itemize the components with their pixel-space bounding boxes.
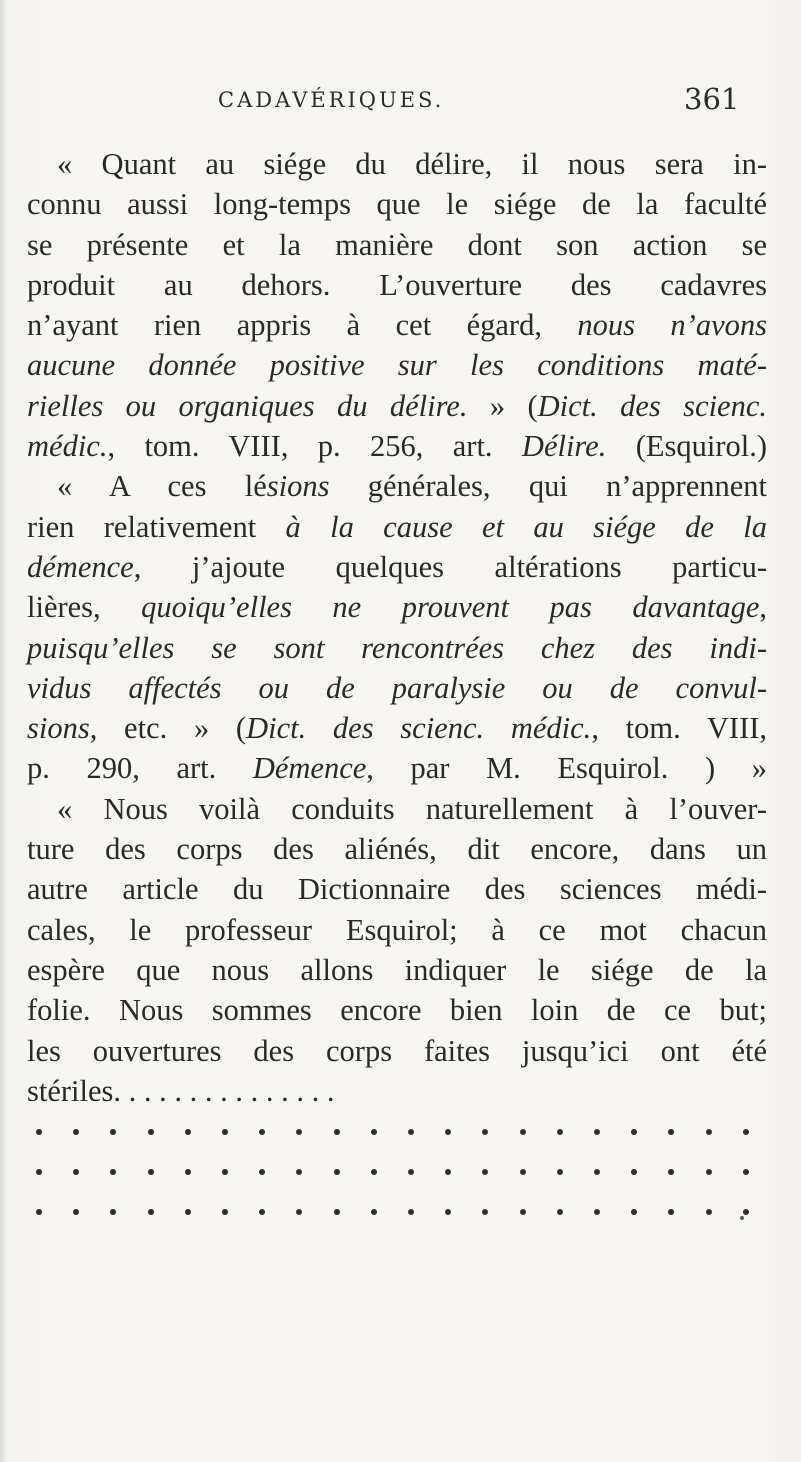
ellipsis-dot <box>445 1129 451 1135</box>
ellipsis-dot <box>148 1209 154 1215</box>
text-line: folie. Nous sommes encore bien loin de ce but; <box>27 993 767 1028</box>
ellipsis-dot <box>668 1129 674 1135</box>
ellipsis-dot <box>482 1129 488 1135</box>
ellipsis-dot <box>706 1169 712 1175</box>
ellipsis-dot <box>706 1209 712 1215</box>
ellipsis-dot <box>259 1209 265 1215</box>
text-line: « Quant au siége du délire, il nous sera in- <box>57 147 767 181</box>
ellipsis-dot <box>110 1209 116 1215</box>
ellipsis-dot <box>743 1209 749 1215</box>
dot-row <box>36 1203 776 1223</box>
ellipsis-dot <box>36 1209 42 1215</box>
ellipsis-dot <box>668 1209 674 1215</box>
ellipsis-dot <box>334 1129 340 1135</box>
running-head <box>0 82 801 122</box>
ellipsis-dot <box>185 1129 191 1135</box>
text-line: démence, j’ajoute quelques altérations particu- <box>27 549 767 584</box>
ellipsis-dot <box>371 1209 377 1215</box>
ellipsis-dot <box>482 1169 488 1175</box>
ellipsis-dot <box>520 1209 526 1215</box>
ellipsis-dot <box>743 1129 749 1135</box>
ellipsis-dot <box>185 1209 191 1215</box>
ellipsis-dot <box>73 1209 79 1215</box>
ellipsis-dot <box>110 1169 116 1175</box>
ellipsis-dot <box>408 1209 414 1215</box>
ellipsis-dot <box>296 1169 302 1175</box>
ellipsis-dot <box>631 1129 637 1135</box>
ellipsis-dot <box>222 1209 228 1215</box>
ellipsis-dot <box>259 1169 265 1175</box>
text-line: cales, le professeur Esquirol; à ce mot chacun <box>27 912 767 947</box>
running-title: CADAVÉRIQUES. <box>218 88 445 112</box>
ellipsis-dot <box>222 1169 228 1175</box>
ink-speck <box>740 1216 744 1220</box>
dot-row <box>36 1163 776 1183</box>
text-line: autre article du Dictionnaire des sciences médi- <box>27 872 767 907</box>
text-line: sions, etc. » (Dict. des scienc. médic., tom. VIII, <box>27 711 768 746</box>
ellipsis-dot <box>557 1209 563 1215</box>
text-line: lières, quoiqu’elles ne prouvent pas davantage, <box>27 590 767 625</box>
text-line: « A ces lésions générales, qui n’apprennent <box>57 469 767 504</box>
ellipsis-dot <box>520 1129 526 1135</box>
ellipsis-dot <box>743 1169 749 1175</box>
text-line: connu aussi long-temps que le siége de la faculté <box>27 187 767 222</box>
ellipsis-dot <box>371 1169 377 1175</box>
ellipsis-dot <box>296 1129 302 1135</box>
text-line: médic., tom. VIII, p. 256, art. Délire. (Esquirol.) <box>27 429 767 464</box>
ellipsis-dot <box>334 1209 340 1215</box>
ellipsis-dot <box>668 1169 674 1175</box>
text-line: vidus affectés ou de paralysie ou de convul- <box>27 670 767 705</box>
ellipsis-dot <box>445 1169 451 1175</box>
text-line: rien relativement à la cause et au siége de la <box>27 509 768 544</box>
ellipsis-dot <box>520 1169 526 1175</box>
ellipsis-dot <box>482 1209 488 1215</box>
ellipsis-dot <box>445 1209 451 1215</box>
ellipsis-dot <box>148 1129 154 1135</box>
page-number: 361 <box>684 82 740 116</box>
ellipsis-dot <box>185 1169 191 1175</box>
ellipsis-dot <box>73 1129 79 1135</box>
ellipsis-dot <box>296 1209 302 1215</box>
text-line: n’ayant rien appris à cet égard, nous n’avons <box>27 308 767 343</box>
ellipsis-dot <box>594 1209 600 1215</box>
text-line: ture des corps des aliénés, dit encore, dans un <box>27 832 767 867</box>
ellipsis-dot <box>557 1129 563 1135</box>
ellipsis-dot <box>557 1169 563 1175</box>
ellipsis-dot <box>594 1169 600 1175</box>
page-gutter-shadow <box>0 0 6 1462</box>
text-line: les ouvertures des corps faites jusqu’ici ont été <box>27 1033 767 1068</box>
text-line: se présente et la manière dont son action se <box>27 227 767 262</box>
text-line: puisqu’elles se sont rencontrées chez des indi- <box>27 630 767 665</box>
ellipsis-dot <box>36 1129 42 1135</box>
text-line: espère que nous allons indiquer le siége de la <box>27 952 767 987</box>
ellipsis-dot <box>631 1169 637 1175</box>
ellipsis-dot <box>259 1129 265 1135</box>
text-line: aucune donnée positive sur les conditions maté- <box>27 348 767 383</box>
text-line: « Nous voilà conduits naturellement à l’ouver- <box>57 791 767 826</box>
body-text <box>27 144 767 1111</box>
ellipsis-dot <box>73 1169 79 1175</box>
text-line: rielles ou organiques du délire. » (Dict. des scienc. <box>27 388 767 423</box>
ellipsis-dot <box>631 1209 637 1215</box>
ellipsis-dot <box>36 1169 42 1175</box>
ellipsis-dot <box>706 1129 712 1135</box>
ellipsis-dot <box>408 1129 414 1135</box>
ellipsis-dot <box>222 1129 228 1135</box>
text-line: p. 290, art. Démence, par M. Esquirol. ) » <box>27 751 767 786</box>
ellipsis-dot <box>110 1129 116 1135</box>
ellipsis-dot <box>148 1169 154 1175</box>
text-line: produit au dehors. L’ouverture des cadavres <box>27 267 767 302</box>
dot-row <box>36 1123 776 1143</box>
ellipsis-dot <box>371 1129 377 1135</box>
ellipsis-dot <box>334 1169 340 1175</box>
ellipsis-dot <box>594 1129 600 1135</box>
text-line: stériles. . . . . . . . . . . . . . . <box>27 1073 335 1108</box>
ellipsis-dot <box>408 1169 414 1175</box>
